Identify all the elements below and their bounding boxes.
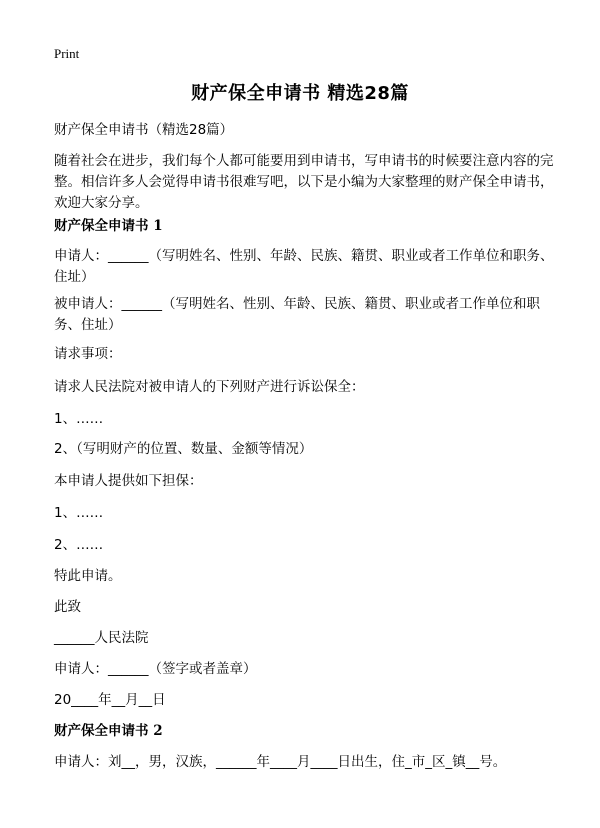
guarantee-item-1: 1、…… xyxy=(54,505,104,521)
respondent-line: 被申请人：______（写明姓名、性别、年龄、民族、籍贯、职业或者工作单位和职务、住址） xyxy=(54,296,540,333)
section-1-heading: 财产保全申请书 1 xyxy=(54,218,163,234)
section-2-heading: 财产保全申请书 2 xyxy=(54,723,163,739)
document-title: 财产保全申请书 精选28篇 xyxy=(191,83,409,104)
date-line: 20____年__月__日 xyxy=(54,692,166,708)
guarantee-label: 本申请人提供如下担保： xyxy=(54,473,203,489)
applicant-line: 申请人：______（写明姓名、性别、年龄、民族、籍贯、职业或者工作单位和职务、住址） xyxy=(54,248,554,285)
request-item-1: 1、…… xyxy=(54,411,104,427)
guarantee-item-2: 2、…… xyxy=(54,537,104,553)
document-subtitle: 财产保全申请书（精选28篇） xyxy=(54,122,234,138)
print-link[interactable]: Print xyxy=(54,46,80,61)
request-body: 请求人民法院对被申请人的下列财产进行诉讼保全： xyxy=(54,379,365,395)
salutation-line: 此致 xyxy=(54,599,81,615)
court-line: ______人民法院 xyxy=(54,630,149,646)
request-item-2: 2、（写明财产的位置、数量、金额等情况） xyxy=(54,441,313,457)
signature-line: 申请人：______（签字或者盖章） xyxy=(54,661,257,677)
section-2-applicant-line: 申请人：刘__，男，汉族，______年____月____日出生，住_市_区_镇__号。 xyxy=(54,754,507,770)
closing-line: 特此申请。 xyxy=(54,568,122,584)
intro-paragraph: 随着社会在进步，我们每个人都可能要用到申请书，写申请书的时候要注意内容的完整。相信许多人会觉得申请书很难写吧，以下是小编为大家整理的财产保全申请书，欢迎大家分享。 xyxy=(54,153,554,211)
request-label: 请求事项： xyxy=(54,346,122,362)
